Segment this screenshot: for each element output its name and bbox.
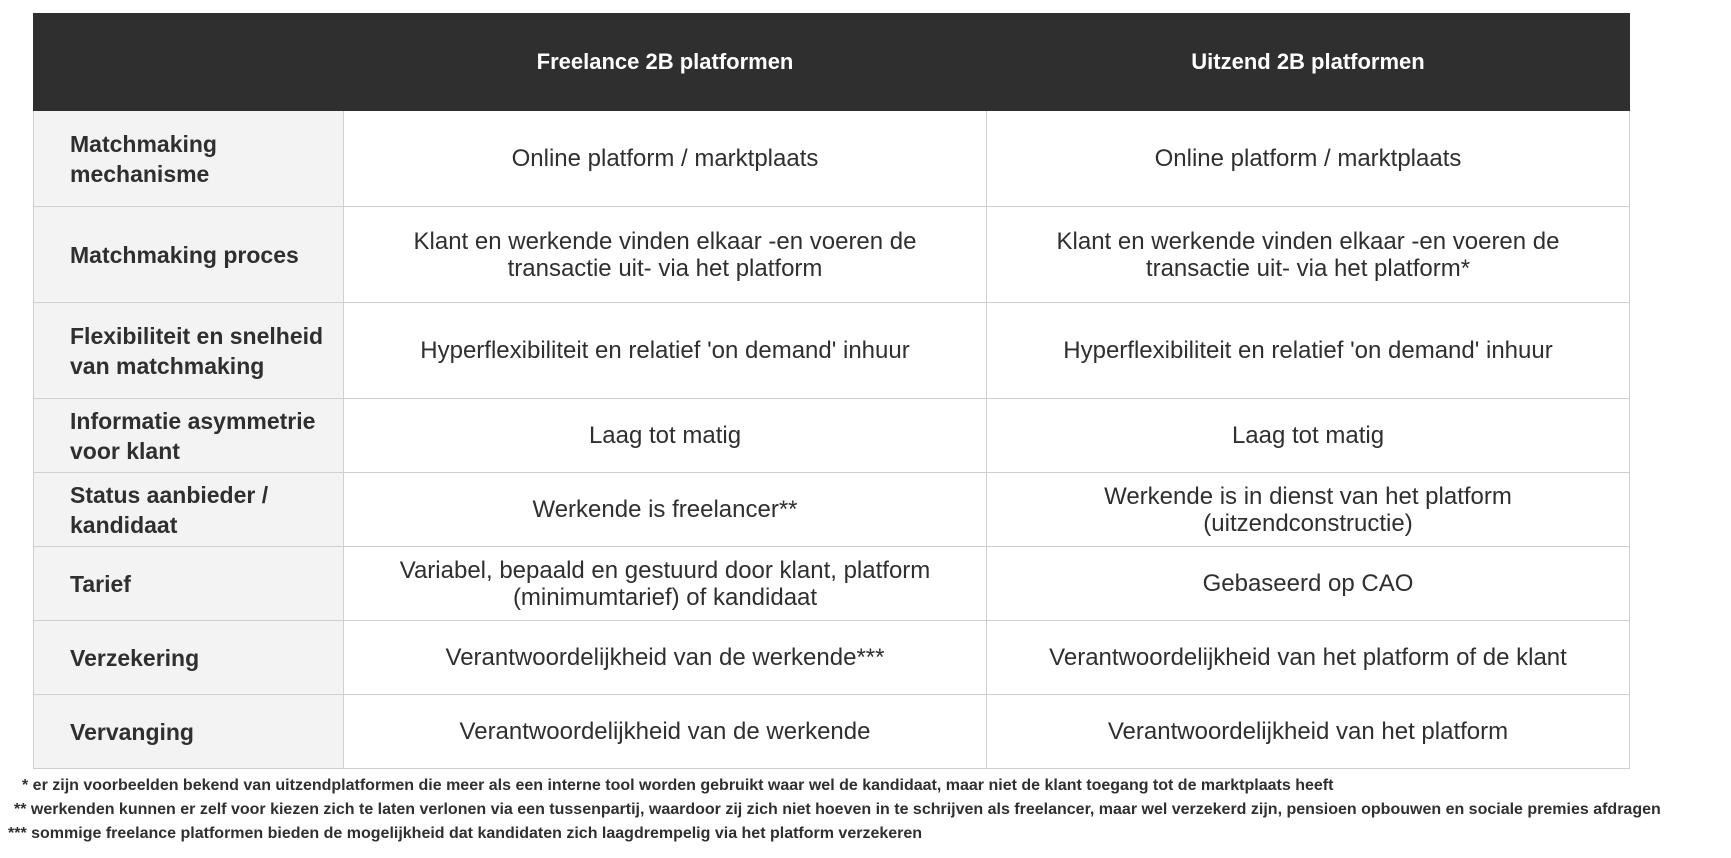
cell-freelance: Hyperflexibiliteit en relatief 'on demand' inhuur xyxy=(344,303,987,399)
table-row xyxy=(34,621,1630,695)
header-corner-cell xyxy=(34,14,344,111)
table-header xyxy=(34,14,1630,111)
header-uitzend-platforms: Uitzend 2B platformen xyxy=(987,14,1630,111)
cell-freelance: Klant en werkende vinden elkaar -en voeren de transactie uit- via het platform xyxy=(344,207,987,303)
cell-freelance: Laag tot matig xyxy=(344,399,987,473)
table-row xyxy=(34,111,1630,207)
cell-uitzend: Hyperflexibiliteit en relatief 'on demand' inhuur xyxy=(987,303,1630,399)
table-body xyxy=(34,111,1630,769)
table-row xyxy=(34,207,1630,303)
row-label-verzekering: Verzekering xyxy=(34,621,344,695)
cell-uitzend: Gebaseerd op CAO xyxy=(987,547,1630,621)
cell-uitzend: Verantwoordelijkheid van het platform xyxy=(987,695,1630,769)
header-freelance-platforms: Freelance 2B platformen xyxy=(344,14,987,111)
cell-freelance: Variabel, bepaald en gestuurd door klant, platform (minimumtarief) of kandidaat xyxy=(344,547,987,621)
row-label-tarief: Tarief xyxy=(34,547,344,621)
cell-freelance: Online platform / marktplaats xyxy=(344,111,987,207)
row-label-vervanging: Vervanging xyxy=(34,695,344,769)
row-label-informatie-asymmetrie: Informatie asymmetrie voor klant xyxy=(34,399,344,473)
cell-uitzend: Verantwoordelijkheid van het platform of de klant xyxy=(987,621,1630,695)
comparison-table xyxy=(33,13,1630,769)
table-row xyxy=(34,399,1630,473)
table-row xyxy=(34,695,1630,769)
cell-uitzend: Laag tot matig xyxy=(987,399,1630,473)
table-row xyxy=(34,547,1630,621)
row-label-flexibiliteit: Flexibiliteit en snelheid van matchmaking xyxy=(34,303,344,399)
row-label-matchmaking-proces: Matchmaking proces xyxy=(34,207,344,303)
row-label-status-aanbieder: Status aanbieder / kandidaat xyxy=(34,473,344,547)
footnote-2: ** werkenden kunnen er zelf voor kiezen zich te laten verlonen via een tussenpartij, waardoor zij zich niet hoeven in te schrijven als freelancer, maar wel verzekerd zijn, pensioen opbouwen en sociale premies afdragen xyxy=(14,801,1661,818)
cell-uitzend: Online platform / marktplaats xyxy=(987,111,1630,207)
cell-freelance: Verantwoordelijkheid van de werkende*** xyxy=(344,621,987,695)
cell-freelance: Verantwoordelijkheid van de werkende xyxy=(344,695,987,769)
cell-uitzend: Werkende is in dienst van het platform (uitzendconstructie) xyxy=(987,473,1630,547)
cell-freelance: Werkende is freelancer** xyxy=(344,473,987,547)
header-row xyxy=(34,14,1630,111)
footnote-3: *** sommige freelance platformen bieden de mogelijkheid dat kandidaten zich laagdrempelig via het platform verzekeren xyxy=(8,825,923,842)
cell-uitzend: Klant en werkende vinden elkaar -en voeren de transactie uit- via het platform* xyxy=(987,207,1630,303)
row-label-matchmaking-mechanisme: Matchmaking mechanisme xyxy=(34,111,344,207)
comparison-table-container xyxy=(33,13,1629,769)
table-row xyxy=(34,473,1630,547)
footnote-1: * er zijn voorbeelden bekend van uitzendplatformen die meer als een interne tool worden gebruikt waar wel de kandidaat, maar niet de klant toegang tot de marktplaats heeft xyxy=(22,777,1334,794)
footnotes xyxy=(0,774,1731,846)
table-row xyxy=(34,303,1630,399)
